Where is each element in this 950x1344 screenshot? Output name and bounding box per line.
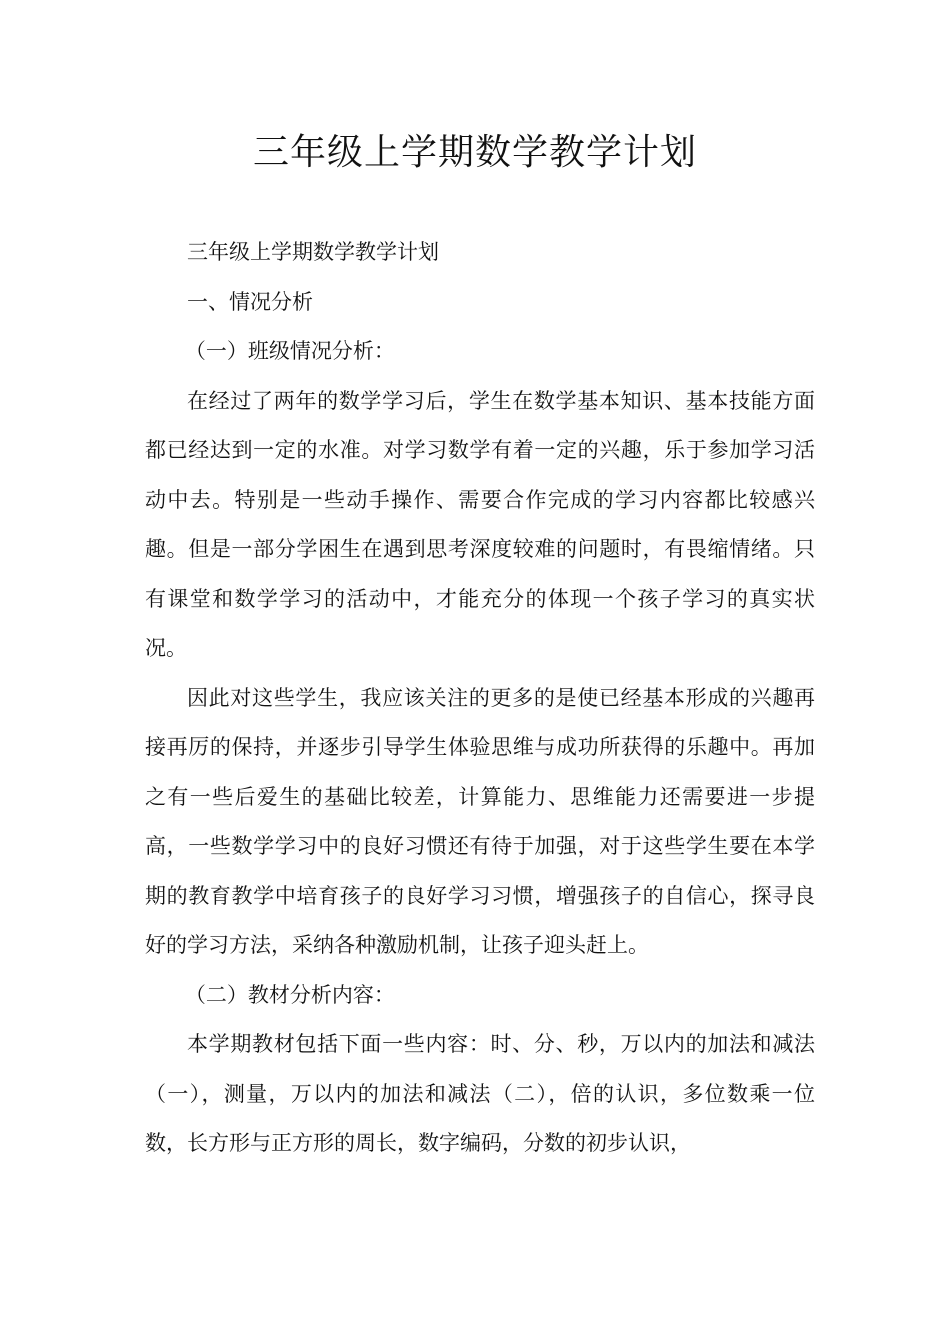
subsection-heading-class-analysis: （一）班级情况分析： (184, 339, 395, 363)
paragraph-textbook-contents: 本学期教材包括下面一些内容：时、分、秒，万以内的加法和减法（一），测量，万以内的加法和减法（二），倍的认识，多位数乘一位数，长方形与正方形的周长，数字编码，分数的初步认识， (145, 1032, 815, 1155)
document-body (145, 228, 815, 1169)
subsection-heading-textbook-analysis: （二）教材分析内容： (184, 982, 395, 1007)
paragraph-student-focus: 因此对这些学生，我应该关注的更多的是使已经基本形成的兴趣再接再厉的保持，并逐步引导学生体验思维与成功所获得的乐趣中。再加之有一些后爱生的基础比较差，计算能力、思维能力还需要进一步提高，一些数学学习中的良好习惯还有待于加强，对于这些学生要在本学期的教育教学中培育孩子的良好学习习惯，增强孩子的自信心，探寻良好的学习方法，采纳各种激励机制，让孩子迎头赶上。 (145, 685, 815, 957)
section-heading-situation-analysis: 一、情况分析 (187, 289, 313, 314)
paragraph-class-analysis: 在经过了两年的数学学习后，学生在数学基本知识、基本技能方面都已经达到一定的水准。对学习数学有着一定的兴趣，乐于参加学习活动中去。特别是一些动手操作、需要合作完成的学习内容都比较感兴趣。但是一部分学困生在遇到思考深度较难的问题时，有畏缩情绪。只有课堂和数学学习的活动中，才能充分的体现一个孩子学习的真实状况。 (145, 388, 815, 660)
document-title: 三年级上学期数学教学计划 (252, 132, 697, 173)
paragraph-heading: 三年级上学期数学教学计划 (187, 240, 439, 264)
